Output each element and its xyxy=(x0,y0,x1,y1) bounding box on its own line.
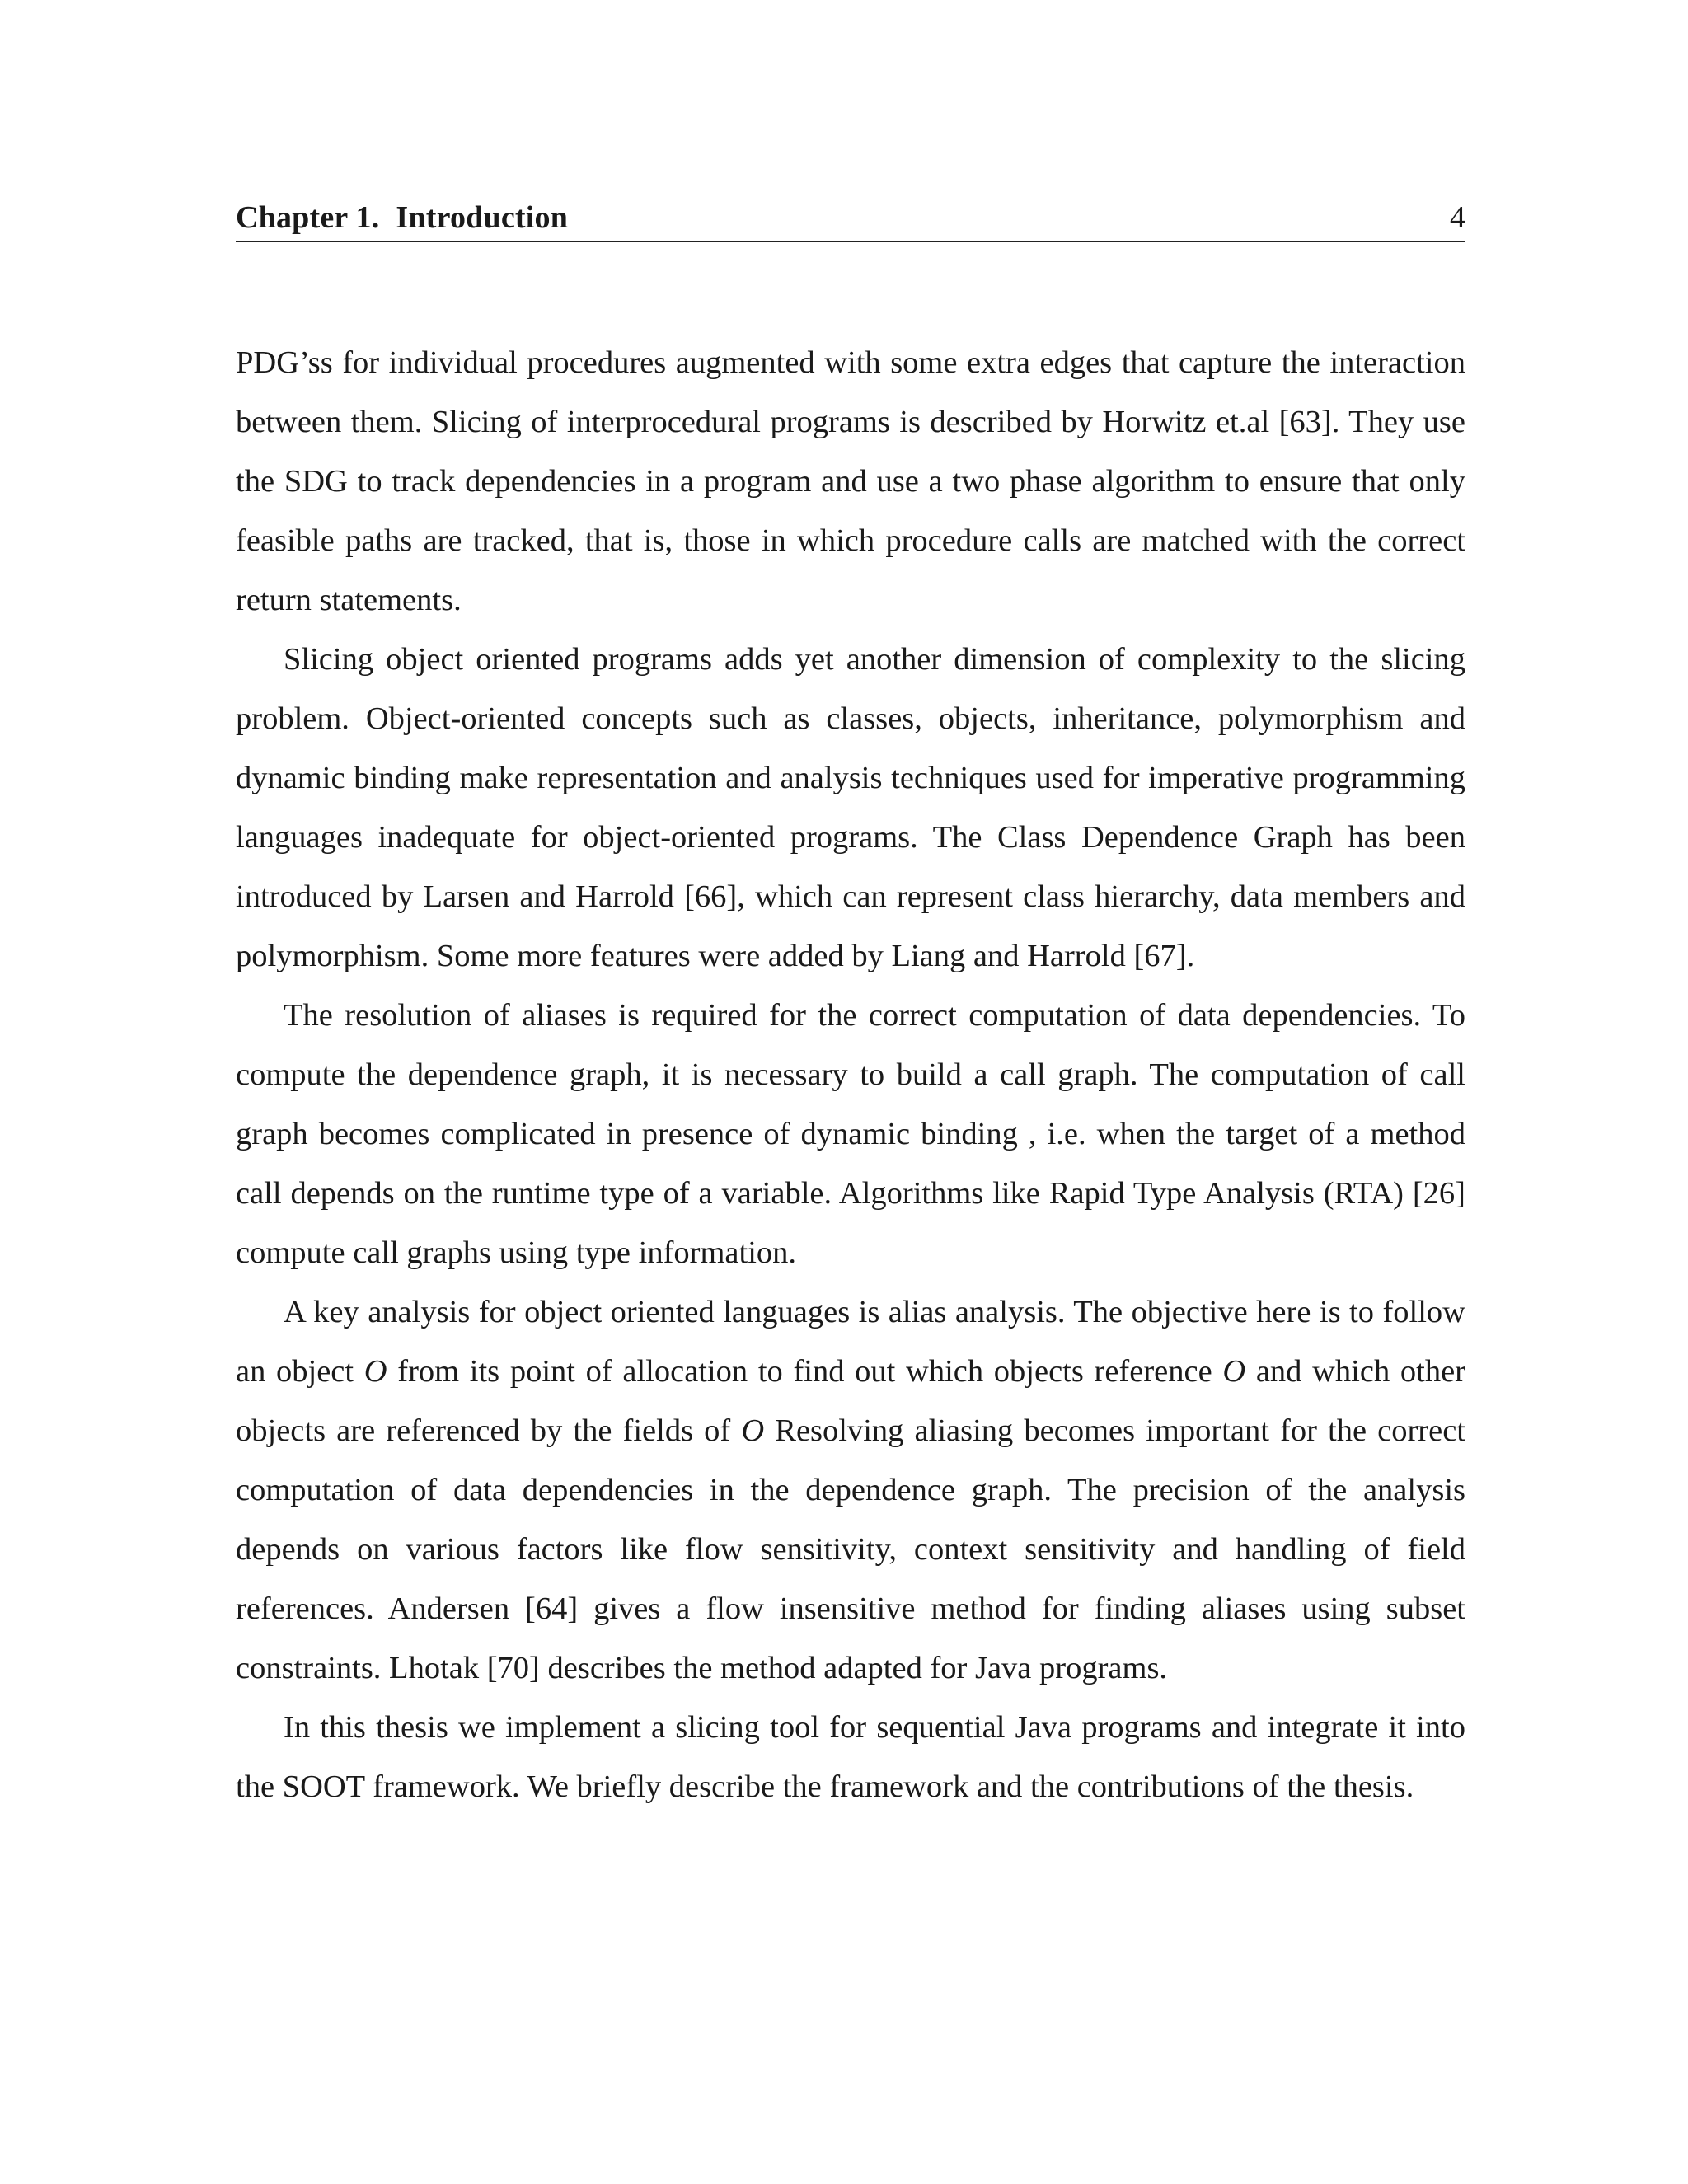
math-variable-o: O xyxy=(1222,1354,1246,1389)
paragraph-4-part-4: Resolving aliasing becomes important for the correct computation of data dependencies in the dependence graph. The precision of the analysis depends on various factors like flow sensitivity, context sensitivity and handling of field references. Andersen [64] gives a flow insensitive method for finding aliases using subset constraints. Lhotak [70] describes the method adapted for Java programs. xyxy=(236,1413,1465,1685)
paragraph-4-part-1: A key analysis for object oriented languages is alias analysis. The objective here is to follow an object xyxy=(236,1295,1465,1389)
running-header xyxy=(236,194,1465,242)
chapter-label: Chapter 1. xyxy=(236,200,380,235)
math-variable-o: O xyxy=(363,1354,387,1389)
body-text xyxy=(236,333,1465,1816)
paragraph-2: Slicing object oriented programs adds yet another dimension of complexity to the slicing problem. Object-oriented concepts such as classes, objects, inheritance, polymorphism and dynamic binding make representation and analysis techniques used for imperative programming languages inadequate for object-oriented programs. The Class Dependence Graph has been introduced by Larsen and Harrold [66], which can represent class hierarchy, data members and polymorphism. Some more features were added by Liang and Harrold [67]. xyxy=(236,642,1465,973)
chapter-heading xyxy=(236,199,568,236)
page-number: 4 xyxy=(1450,200,1465,235)
paragraph-5: In this thesis we implement a slicing tool for sequential Java programs and integrate it into the SOOT framework. We briefly describe the framework and the contributions of the thesis. xyxy=(236,1710,1465,1804)
paragraph-3: The resolution of aliases is required for the correct computation of data dependencies. To compute the dependence graph, it is necessary to build a call graph. The computation of call graph becomes complicated in presence of dynamic binding , i.e. when the target of a method call depends on the runtime type of a variable. Algorithms like Rapid Type Analysis (RTA) [26] compute call graphs using type information. xyxy=(236,998,1465,1270)
paragraph-4-part-2: from its point of allocation to find out which objects reference xyxy=(387,1354,1223,1389)
paragraph-4 xyxy=(236,1282,1465,1698)
paragraph-4-part-3: and which other objects are referenced by the fields of xyxy=(236,1354,1465,1448)
paragraph-1: PDG’ss for individual procedures augmented with some extra edges that capture the interaction between them. Slicing of interprocedural programs is described by Horwitz et.al [63]. They use the SDG to track dependencies in a program and use a two phase algorithm to ensure that only feasible paths are tracked, that is, those in which procedure calls are matched with the correct return statements. xyxy=(236,345,1465,617)
math-variable-o: O xyxy=(741,1413,765,1448)
chapter-title: Introduction xyxy=(396,200,569,235)
